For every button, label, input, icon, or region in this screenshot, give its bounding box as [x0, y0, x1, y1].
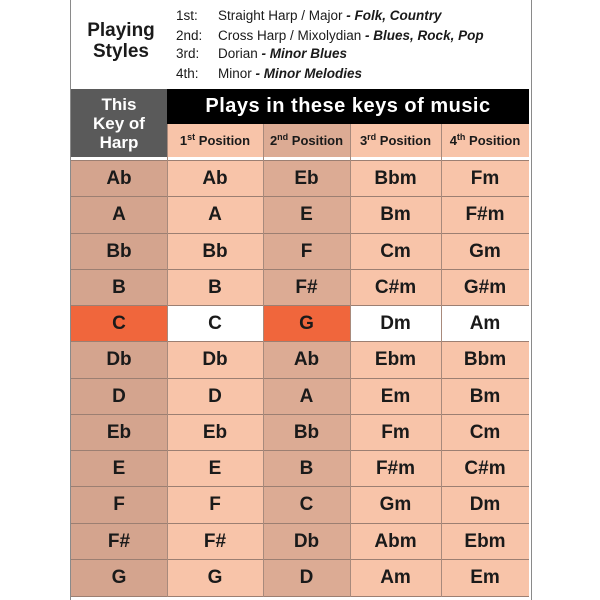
position-header-2: 2nd Position	[263, 124, 350, 157]
position-3-key-cell: Bbm	[350, 161, 441, 197]
position-3-key-cell: Gm	[350, 487, 441, 523]
position-1-key-cell: F#	[167, 524, 263, 560]
position-1-key-cell: B	[167, 270, 263, 306]
row-divider	[71, 378, 529, 379]
row-divider	[71, 305, 529, 306]
harp-key-cell: A	[71, 197, 167, 233]
position-1-key-cell: E	[167, 451, 263, 487]
position-2-key-cell: F	[263, 234, 350, 270]
position-1-key-cell: A	[167, 197, 263, 233]
row-divider	[71, 596, 529, 597]
playing-style-description: Cross Harp / Mixolydian	[218, 28, 362, 43]
harp-key-cell: Db	[71, 342, 167, 378]
position-1-key-cell: Ab	[167, 161, 263, 197]
this-key-of-harp-header	[71, 89, 167, 157]
position-3-key-cell: Dm	[350, 306, 441, 342]
playing-style-2	[176, 26, 484, 46]
position-header-3: 3rd Position	[350, 124, 441, 157]
position-4-key-cell: G#m	[441, 270, 529, 306]
table-row	[71, 197, 529, 233]
playing-style-genres: Blues, Rock, Pop	[373, 28, 484, 43]
playing-style-separator: -	[257, 46, 270, 61]
row-divider	[71, 196, 529, 197]
position-4-key-cell: Cm	[441, 415, 529, 451]
position-3-key-cell: Em	[350, 379, 441, 415]
position-2-key-cell: F#	[263, 270, 350, 306]
playing-style-number: 1st:	[176, 8, 198, 23]
playing-styles-title-line2: Styles	[93, 41, 149, 62]
playing-style-number: 2nd:	[176, 28, 203, 43]
position-4-key-cell: C#m	[441, 451, 529, 487]
position-1-key-cell: F	[167, 487, 263, 523]
row-divider	[71, 414, 529, 415]
harp-key-cell: G	[71, 560, 167, 596]
position-1-key-cell: D	[167, 379, 263, 415]
position-2-key-cell: E	[263, 197, 350, 233]
position-4-key-cell: Gm	[441, 234, 529, 270]
harp-key-cell: E	[71, 451, 167, 487]
table-row	[71, 451, 529, 487]
position-2-key-cell: G	[263, 306, 350, 342]
playing-style-genres: Minor Blues	[269, 46, 348, 61]
harp-key-cell: B	[71, 270, 167, 306]
position-1-key-cell: Bb	[167, 234, 263, 270]
playing-style-1	[176, 6, 442, 26]
position-3-key-cell: F#m	[350, 451, 441, 487]
position-1-key-cell: C	[167, 306, 263, 342]
position-3-key-cell: Cm	[350, 234, 441, 270]
playing-style-number: 3rd:	[176, 46, 200, 61]
harp-key-cell: Eb	[71, 415, 167, 451]
position-3-key-cell: C#m	[350, 270, 441, 306]
column-divider	[350, 124, 351, 597]
position-4-key-cell: Em	[441, 560, 529, 596]
column-divider	[167, 124, 168, 597]
table-row	[71, 524, 529, 560]
position-header-1: 1st Position	[167, 124, 263, 157]
playing-style-3	[176, 44, 347, 64]
harp-key-cell: Bb	[71, 234, 167, 270]
playing-style-separator: -	[361, 28, 374, 43]
playing-style-number: 4th:	[176, 66, 199, 81]
key-header-line1: This	[101, 94, 137, 114]
row-divider	[71, 269, 529, 270]
harp-key-cell: Ab	[71, 161, 167, 197]
row-divider	[71, 559, 529, 560]
position-header-4: 4th Position	[441, 124, 529, 157]
position-2-key-cell: Db	[263, 524, 350, 560]
table-row	[71, 415, 529, 451]
position-4-key-cell: F#m	[441, 197, 529, 233]
playing-style-separator: -	[342, 8, 355, 23]
table-row	[71, 270, 529, 306]
row-divider	[71, 486, 529, 487]
key-header-line3: Harp	[99, 132, 139, 152]
row-divider	[71, 450, 529, 451]
playing-style-description: Minor	[218, 66, 252, 81]
key-header-line2: Key of	[93, 113, 145, 133]
table-row	[71, 379, 529, 415]
table-row	[71, 161, 529, 197]
table-row	[71, 234, 529, 270]
position-3-key-cell: Abm	[350, 524, 441, 560]
harp-key-cell: D	[71, 379, 167, 415]
table-row	[71, 487, 529, 523]
position-1-key-cell: Eb	[167, 415, 263, 451]
plays-in-keys-header: Plays in these keys of music	[167, 89, 529, 124]
row-divider	[71, 233, 529, 234]
position-4-key-cell: Am	[441, 306, 529, 342]
position-2-key-cell: Bb	[263, 415, 350, 451]
row-divider	[71, 160, 529, 161]
position-3-key-cell: Bm	[350, 197, 441, 233]
position-2-key-cell: D	[263, 560, 350, 596]
position-4-key-cell: Fm	[441, 161, 529, 197]
playing-style-genres: Minor Melodies	[263, 66, 363, 81]
table-row	[71, 306, 529, 342]
position-4-key-cell: Ebm	[441, 524, 529, 560]
table-row	[71, 342, 529, 378]
position-2-key-cell: B	[263, 451, 350, 487]
playing-styles-title-line1: Playing	[87, 20, 155, 41]
table-row	[71, 560, 529, 596]
playing-style-description: Dorian	[218, 46, 258, 61]
position-3-key-cell: Fm	[350, 415, 441, 451]
position-2-key-cell: C	[263, 487, 350, 523]
position-3-key-cell: Am	[350, 560, 441, 596]
position-3-key-cell: Ebm	[350, 342, 441, 378]
column-divider	[263, 124, 264, 597]
position-4-key-cell: Dm	[441, 487, 529, 523]
position-4-key-cell: Bbm	[441, 342, 529, 378]
position-2-key-cell: Eb	[263, 161, 350, 197]
harp-key-cell: F#	[71, 524, 167, 560]
playing-style-4	[176, 64, 362, 84]
playing-style-separator: -	[251, 66, 264, 81]
playing-style-description: Straight Harp / Major	[218, 8, 343, 23]
position-2-key-cell: Ab	[263, 342, 350, 378]
playing-style-genres: Folk, Country	[354, 8, 442, 23]
playing-styles-title	[72, 20, 170, 62]
column-divider	[441, 124, 442, 597]
harp-key-cell: C	[71, 306, 167, 342]
row-divider	[71, 523, 529, 524]
position-2-key-cell: A	[263, 379, 350, 415]
position-4-key-cell: Bm	[441, 379, 529, 415]
position-1-key-cell: G	[167, 560, 263, 596]
row-divider	[71, 341, 529, 342]
harp-key-cell: F	[71, 487, 167, 523]
position-1-key-cell: Db	[167, 342, 263, 378]
